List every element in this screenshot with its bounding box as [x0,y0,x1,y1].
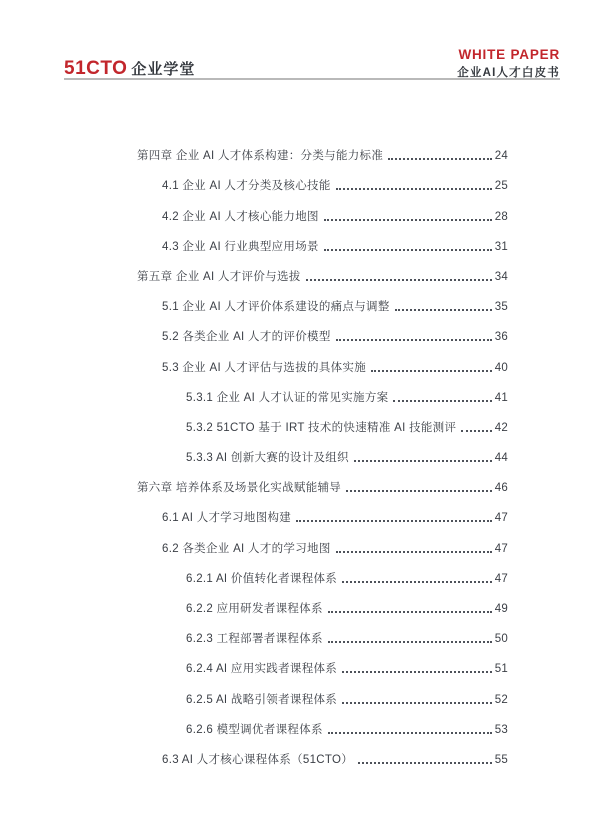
toc-dot-leader [346,490,492,492]
toc-entry[interactable] [137,496,508,526]
toc-entry-page: 28 [494,210,508,223]
toc-dot-leader [393,400,491,402]
toc-entry-label: 5.1 企业 AI 人才评价体系建设的痛点与调整 [162,301,390,314]
toc-entry[interactable] [137,677,508,707]
toc-entry[interactable] [137,617,508,647]
toc-entry-page: 47 [494,572,508,585]
toc-entry[interactable] [137,315,508,345]
toc-dot-leader [388,158,492,160]
toc-dot-leader [371,370,492,372]
toc-entry-label: 5.3 企业 AI 人才评估与选拔的具体实施 [162,361,367,374]
white-paper-title: WHITE PAPER [458,47,560,62]
toc-entry-label: 5.2 各类企业 AI 人才的评价模型 [162,331,331,344]
toc-entry-label: 6.2.1 AI 价值转化者课程体系 [186,572,338,585]
toc-entry-label: 5.3.1 企业 AI 人才认证的常见实施方案 [186,391,389,404]
white-paper-subtitle: 企业AI人才白皮书 [457,66,560,79]
toc-dot-leader [324,219,492,221]
toc-dot-leader [296,520,492,522]
toc-dot-leader [328,641,492,643]
toc-entry-page: 42 [494,421,508,434]
toc-entry[interactable] [137,436,508,466]
toc-entry[interactable] [137,738,508,768]
toc-entry-page: 36 [494,331,508,344]
toc-entry-page: 55 [494,753,508,766]
toc-entry-page: 50 [494,633,508,646]
toc-entry-page: 47 [494,542,508,555]
toc-entry-label: 5.3.3 AI 创新大赛的设计及组织 [186,452,349,465]
logo [64,58,195,80]
toc-entry-page: 47 [494,512,508,525]
toc-dot-leader [336,188,492,190]
toc-dot-leader [336,339,492,341]
toc-entry[interactable] [137,557,508,587]
toc-entry[interactable] [137,134,508,164]
toc-list [137,134,508,768]
toc-dot-leader [342,671,492,673]
logo-secondary-text: 企业学堂 [131,60,196,78]
toc-entry[interactable] [137,526,508,556]
toc-entry-label: 4.1 企业 AI 人才分类及核心技能 [162,180,331,193]
logo-brand-text: 51CTO [64,57,128,79]
toc-entry[interactable] [137,587,508,617]
toc-entry-page: 52 [494,693,508,706]
toc-entry-label: 6.2.5 AI 战略引领者课程体系 [186,693,338,706]
header-right [457,48,560,80]
toc-entry-page: 25 [494,180,508,193]
toc-entry-page: 31 [494,240,508,253]
toc-entry[interactable] [137,376,508,406]
toc-entry-page: 35 [494,301,508,314]
toc-entry-page: 40 [494,361,508,374]
toc-entry[interactable] [137,406,508,436]
toc-dot-leader [328,732,492,734]
header-divider [64,78,560,80]
toc-entry[interactable] [137,285,508,315]
toc-entry-label: 4.3 企业 AI 行业典型应用场景 [162,240,319,253]
toc-dot-leader [461,430,492,432]
toc-entry[interactable] [137,225,508,255]
toc-entry-page: 51 [494,663,508,676]
toc-entry-page: 24 [494,150,508,163]
toc-dot-leader [358,762,492,764]
toc-entry[interactable] [137,194,508,224]
toc-dot-leader [342,581,492,583]
toc-entry-label: 第五章 企业 AI 人才评价与选拔 [137,270,301,283]
toc-dot-leader [328,611,492,613]
toc-entry[interactable] [137,345,508,375]
toc-entry-label: 6.2.3 工程部署者课程体系 [186,633,323,646]
toc-entry-label: 6.2.6 模型调优者课程体系 [186,723,323,736]
toc-entry-label: 6.3 AI 人才核心课程体系（51CTO） [162,753,354,766]
toc-entry[interactable] [137,466,508,496]
toc-entry-label: 第六章 培养体系及场景化实战赋能辅导 [137,482,342,495]
page-header [64,48,560,80]
toc-entry-page: 34 [494,270,508,283]
toc-dot-leader [395,309,492,311]
toc-entry-label: 5.3.2 51CTO 基于 IRT 技术的快速精准 AI 技能测评 [186,421,457,434]
toc-entry-label: 6.1 AI 人才学习地图构建 [162,512,292,525]
toc-entry-page: 44 [494,452,508,465]
toc-entry[interactable] [137,255,508,285]
toc-dot-leader [324,249,492,251]
toc-entry[interactable] [137,647,508,677]
toc-entry[interactable] [137,708,508,738]
toc-entry-page: 53 [494,723,508,736]
toc-dot-leader [342,702,492,704]
toc-dot-leader [336,551,492,553]
toc-entry-label: 第四章 企业 AI 人才体系构建：分类与能力标准 [137,150,384,163]
toc-entry-page: 49 [494,603,508,615]
toc-entry-page: 46 [494,482,508,495]
toc-entry-label: 4.2 企业 AI 人才核心能力地图 [162,210,319,223]
toc-entry-label: 6.2 各类企业 AI 人才的学习地图 [162,542,331,555]
toc-entry-page: 41 [494,391,508,404]
toc-dot-leader [354,460,492,462]
toc-dot-leader [306,279,492,281]
toc-entry-label: 6.2.2 应用研发者课程体系 [186,603,323,615]
toc-entry-label: 6.2.4 AI 应用实践者课程体系 [186,663,338,676]
toc-entry[interactable] [137,164,508,194]
